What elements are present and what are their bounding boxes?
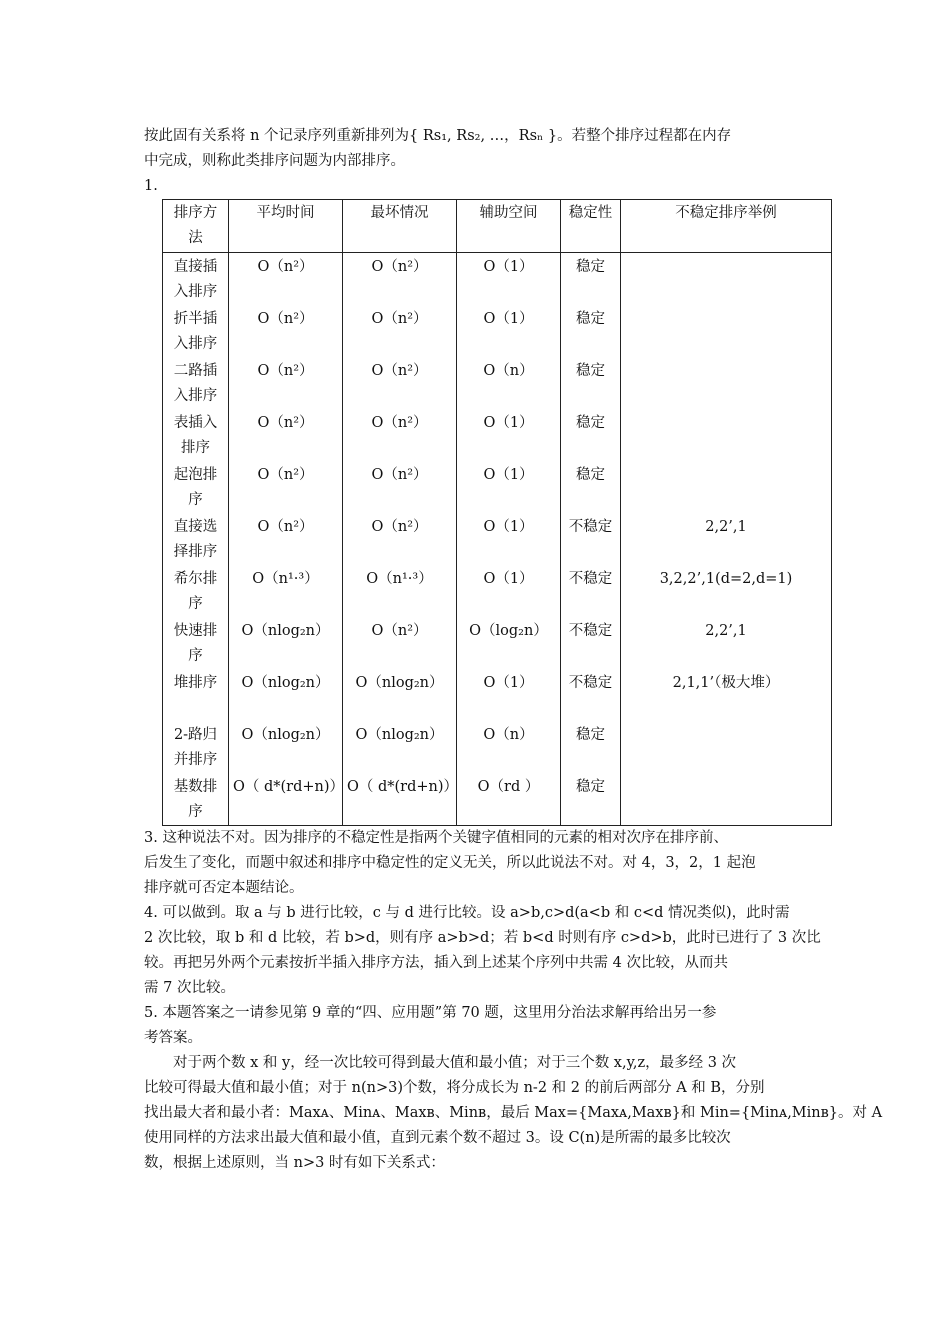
method-cell: 快速排序 [163, 617, 229, 669]
intro-line-2: 中完成，则称此类排序问题为内部排序。 [144, 153, 405, 169]
method-cell: 直接插入排序 [163, 253, 229, 306]
avg-time-cell: O（nlog₂n） [229, 669, 343, 721]
table-row [163, 565, 832, 617]
worst-case-cell: O（n²） [343, 357, 457, 409]
paragraph-line: 对于两个数 x 和 y，经一次比较可得到最大值和最小值；对于三个数 x,y,z，最多经 3 次 [173, 1055, 737, 1071]
aux-space-cell: O（1） [457, 565, 561, 617]
header-worst-case: 最坏情况 [343, 200, 457, 253]
item-3-line: 后发生了变化，而题中叙述和排序中稳定性的定义无关，所以此说法不对。对 4，3，2，1 起泡 [144, 855, 756, 871]
aux-space-cell: O（1） [457, 669, 561, 721]
worst-case-cell: O（n²） [343, 513, 457, 565]
worst-case-cell: O（ d*(rd+n)） [343, 773, 457, 826]
worst-case-cell: O（nlog₂n） [343, 721, 457, 773]
item-5 [144, 1001, 820, 1051]
worst-case-cell: O（nlog₂n） [343, 669, 457, 721]
avg-time-cell: O（n²） [229, 409, 343, 461]
worst-case-cell: O（n²） [343, 305, 457, 357]
aux-space-cell: O（1） [457, 253, 561, 306]
paragraph-line: 数，根据上述原则，当 n>3 时有如下关系式： [144, 1155, 445, 1171]
example-cell [621, 357, 832, 409]
worst-case-cell: O（n²） [343, 617, 457, 669]
item-1-label: 1. [144, 178, 158, 194]
table-row [163, 461, 832, 513]
stability-cell: 稳定 [561, 461, 621, 513]
aux-space-cell: O（1） [457, 513, 561, 565]
header-unstable-example: 不稳定排序举例 [621, 200, 832, 253]
example-cell: 2,2’,1 [621, 617, 832, 669]
example-cell [621, 773, 832, 826]
stability-cell: 不稳定 [561, 565, 621, 617]
worst-case-cell: O（n²） [343, 409, 457, 461]
item-4-line: 较。再把另外两个元素按折半插入排序方法，插入到上述某个序列中共需 4 次比较，从而共 [144, 955, 728, 971]
avg-time-cell: O（n²） [229, 357, 343, 409]
worst-case-cell: O（n¹·³） [343, 565, 457, 617]
document-page [144, 124, 883, 1176]
example-cell [621, 461, 832, 513]
stability-cell: 稳定 [561, 357, 621, 409]
explanation-paragraph [144, 1051, 883, 1176]
stability-cell: 不稳定 [561, 513, 621, 565]
header-stability: 稳定性 [561, 200, 621, 253]
item-4-line: 2 次比较，取 b 和 d 比较，若 b>d，则有序 a>b>d；若 b<d 时则有序 c>d>b，此时已进行了 3 次比 [144, 930, 821, 946]
item-5-line: 考答案。 [144, 1030, 202, 1046]
aux-space-cell: O（1） [457, 409, 561, 461]
avg-time-cell: O（nlog₂n） [229, 617, 343, 669]
method-cell: 起泡排序 [163, 461, 229, 513]
stability-cell: 稳定 [561, 409, 621, 461]
header-aux-space: 辅助空间 [457, 200, 561, 253]
avg-time-cell: O（n²） [229, 513, 343, 565]
avg-time-cell: O（ d*(rd+n)） [229, 773, 343, 826]
method-cell: 堆排序 [163, 669, 229, 721]
avg-time-cell: O（n²） [229, 253, 343, 306]
table-row [163, 357, 832, 409]
method-cell: 折半插入排序 [163, 305, 229, 357]
item-3-line: 排序就可否定本题结论。 [144, 880, 304, 896]
table-row [163, 305, 832, 357]
header-method: 排序方法 [163, 200, 229, 253]
stability-cell: 稳定 [561, 773, 621, 826]
example-cell: 2,1,1’（极大堆） [621, 669, 832, 721]
avg-time-cell: O（n²） [229, 461, 343, 513]
example-cell: 3,2,2’,1(d=2,d=1) [621, 565, 832, 617]
paragraph-line: 比较可得最大值和最小值；对于 n(n>3)个数，将分成长为 n-2 和 2 的前后两部分 A 和 B，分别 [144, 1080, 765, 1096]
method-cell: 二路插入排序 [163, 357, 229, 409]
stability-cell: 不稳定 [561, 669, 621, 721]
paragraph-line: 使用同样的方法求出最大值和最小值，直到元素个数不超过 3。设 C(n)是所需的最多比较次 [144, 1130, 731, 1146]
method-cell: 直接选择排序 [163, 513, 229, 565]
aux-space-cell: O（log₂n） [457, 617, 561, 669]
item-3 [144, 826, 820, 901]
avg-time-cell: O（n²） [229, 305, 343, 357]
example-cell [621, 253, 832, 306]
table-row [163, 409, 832, 461]
item-3-line: 3. 这种说法不对。因为排序的不稳定性是指两个关键字值相同的元素的相对次序在排序前、 [144, 830, 728, 846]
sorting-comparison-table [162, 199, 832, 826]
aux-space-cell: O（n） [457, 721, 561, 773]
method-cell: 基数排序 [163, 773, 229, 826]
example-cell [621, 409, 832, 461]
stability-cell: 不稳定 [561, 617, 621, 669]
aux-space-cell: O（1） [457, 461, 561, 513]
table-row [163, 669, 832, 721]
table-row [163, 773, 832, 826]
worst-case-cell: O（n²） [343, 461, 457, 513]
method-cell: 表插入排序 [163, 409, 229, 461]
aux-space-cell: O（n） [457, 357, 561, 409]
intro-line-1: 按此固有关系将 n 个记录序列重新排列为{ Rs₁, Rs₂, …，Rsₙ }。若整个排序过程都在内存 [144, 128, 732, 144]
table-row [163, 721, 832, 773]
item-5-line: 5. 本题答案之一请参见第 9 章的“四、应用题”第 70 题，这里用分治法求解再给出另一参 [144, 1005, 717, 1021]
item-4 [144, 901, 820, 1001]
worst-case-cell: O（n²） [343, 253, 457, 306]
aux-space-cell: O（1） [457, 305, 561, 357]
table-row [163, 513, 832, 565]
stability-cell: 稳定 [561, 305, 621, 357]
table-row [163, 617, 832, 669]
method-cell: 希尔排序 [163, 565, 229, 617]
avg-time-cell: O（nlog₂n） [229, 721, 343, 773]
aux-space-cell: O（rd ） [457, 773, 561, 826]
item-4-line: 4. 可以做到。取 a 与 b 进行比较，c 与 d 进行比较。设 a>b,c>d(a<b 和 c<d 情况类似)，此时需 [144, 905, 790, 921]
method-cell: 2-路归并排序 [163, 721, 229, 773]
stability-cell: 稳定 [561, 253, 621, 306]
example-cell [621, 721, 832, 773]
table-row [163, 253, 832, 306]
stability-cell: 稳定 [561, 721, 621, 773]
avg-time-cell: O（n¹·³） [229, 565, 343, 617]
example-cell [621, 305, 832, 357]
item-4-line: 需 7 次比较。 [144, 980, 235, 996]
example-cell: 2,2’,1 [621, 513, 832, 565]
header-avg-time: 平均时间 [229, 200, 343, 253]
table-header-row [163, 200, 832, 253]
paragraph-line: 找出最大者和最小者：Maxᴀ、Minᴀ、Maxʙ、Minʙ，最后 Max={Maxᴀ,Maxʙ}和 Min={Minᴀ,Minʙ}。对 A [144, 1105, 883, 1121]
